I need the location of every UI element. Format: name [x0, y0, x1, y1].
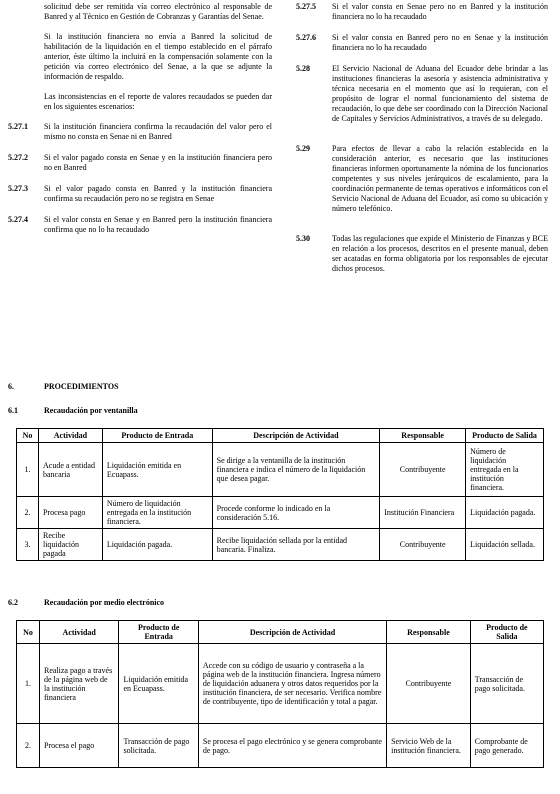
item-number: 5.27.4: [8, 215, 28, 224]
table-cell: Acude a entidad bancaria: [38, 443, 102, 497]
table-cell: Transacción de pago solicitada.: [470, 644, 543, 724]
list-item: [296, 33, 548, 53]
list-item: [296, 64, 548, 124]
table-cell: Transacción de pago solicitada.: [119, 724, 198, 768]
item-text: Para efectos de llevar a cabo la relación establecida en la consideración anterior, es necesario que las instituciones financieras informen oportunamente la nómina de los funcionarios competentes y sus niveles jerárquicos de escalamiento, para la coordinación permanente de temas operativos e informáticos con el Servicio Nacional de Aduana del Ecuador, así como su ubicación y número telefónico.: [332, 144, 548, 213]
section-heading: [8, 382, 119, 392]
list-item: [296, 144, 548, 214]
table-cell: Número de liquidación entregada en la institución financiera.: [466, 443, 544, 497]
item-number: 5.27.2: [8, 153, 28, 162]
table-header-row: [17, 621, 544, 644]
table-cell: 1.: [17, 644, 40, 724]
column-header: Descripción de Actividad: [212, 429, 380, 443]
table-cell: 1.: [17, 443, 39, 497]
table-cell: Servicio Web de la institución financiera.: [387, 724, 471, 768]
table-cell: 2.: [17, 497, 39, 529]
column-header: Responsable: [380, 429, 466, 443]
list-item: [8, 215, 272, 235]
item-number: 5.27.5: [296, 2, 316, 11]
right-column: [296, 2, 548, 285]
paragraph: Si la institución financiera no envía a Banred la solicitud de habilitación de la liquidación en el tiempo establecido en el párrafo anterior, éste último la incluirá en la compensación solamente con la petición vía correo electrónico del Senae, a la que se adjunte la información de respaldo.: [44, 32, 272, 81]
section-title: PROCEDIMIENTOS: [44, 382, 119, 391]
item-number: 5.27.3: [8, 184, 28, 193]
column-header: No: [17, 429, 39, 443]
table-cell: Liquidación sellada.: [466, 529, 544, 561]
item-text: Si el valor consta en Senae pero no en Banred y la institución financiera no lo ha recaudado: [332, 2, 548, 21]
list-item: [296, 2, 548, 22]
section-number: 6.2: [8, 598, 18, 607]
table-cell: Recibe liquidación sellada por la entidad bancaria. Finaliza.: [212, 529, 380, 561]
item-text: Si el valor consta en Banred pero no en Senae y la institución financiera no lo ha recaudado: [332, 33, 548, 52]
column-header: No: [17, 621, 40, 644]
item-text: Todas las regulaciones que expide el Ministerio de Finanzas y BCE en relación a los procesos, descritos en el presente manual, deben ser acatadas en forma obligatoria por los responsables de ejecutar dichos procesos.: [332, 234, 548, 273]
item-number: 5.29: [296, 144, 310, 153]
item-text: Si la institución financiera confirma la recaudación del valor pero el mismo no consta en Senae ni en Banred: [44, 122, 272, 141]
table-row: [17, 644, 544, 724]
table-row: [17, 497, 544, 529]
section-title: Recaudación por medio electrónico: [44, 598, 165, 607]
table-row: [17, 529, 544, 561]
left-column: [8, 2, 272, 246]
column-header: Producto de Entrada: [119, 621, 198, 644]
item-text: Si el valor consta en Senae y en Banred pero la institución financiera confirma que no lo ha recaudado: [44, 215, 272, 234]
procedure-table-electronico: [16, 620, 544, 768]
procedure-table-ventanilla: [16, 428, 544, 561]
table-row: [17, 724, 544, 768]
table-cell: Liquidación pagada.: [466, 497, 544, 529]
item-number: 5.30: [296, 234, 310, 243]
table-cell: Se dirige a la ventanilla de la institución financiera e indica el número de la liquidación que desea pagar.: [212, 443, 380, 497]
table-cell: 2.: [17, 724, 40, 768]
table-cell: 3.: [17, 529, 39, 561]
item-number: 5.27.1: [8, 122, 28, 131]
column-header: Actividad: [40, 621, 119, 644]
list-item: [8, 122, 272, 142]
item-text: Si el valor pagado consta en Senae y en la institución financiera pero no en Banred: [44, 153, 272, 172]
table-cell: Accede con su código de usuario y contraseña a la página web de la institución financiera. Ingresa número de liquidación aduanera y otros datos requeridos por la institución financiera, de ser necesario. Verifica nombre de contribuyente, tipo de identificación y total a pagar.: [198, 644, 386, 724]
table-cell: Contribuyente: [387, 644, 471, 724]
subsection-heading: [8, 598, 164, 608]
table-cell: Contribuyente: [380, 443, 466, 497]
table-cell: Procede conforme lo indicado en la consideración 5.16.: [212, 497, 380, 529]
list-item: [8, 153, 272, 173]
column-header: Actividad: [38, 429, 102, 443]
column-header: Producto de Salida: [470, 621, 543, 644]
table-cell: Se procesa el pago electrónico y se genera comprobante de pago.: [198, 724, 386, 768]
column-header: Producto de Salida: [466, 429, 544, 443]
item-text: El Servicio Nacional de Aduana del Ecuador debe brindar a las instituciones financieras la asesoría y asistencia administrativa y técnica necesaria en el momento que así lo requieran, con el propósito de lograr el normal funcionamiento del sistema de recaudación, lo que debe ser coordinado con la Dirección Nacional de Capitales y Servicios Administrativos, a través de su delegado.: [332, 64, 548, 123]
paragraph: solicitud debe ser remitida vía correo electrónico al responsable de Banred y al Técnico en Gestión de Cobranzas y Garantías del Senae.: [44, 2, 272, 21]
column-header: Responsable: [387, 621, 471, 644]
section-title: Recaudación por ventanilla: [44, 406, 138, 415]
table-cell: Número de liquidación entregada en la institución financiera.: [102, 497, 212, 529]
subsection-heading: [8, 406, 138, 416]
list-item: [296, 234, 548, 274]
section-number: 6.1: [8, 406, 18, 415]
paragraph: Las inconsistencias en el reporte de valores recaudados se pueden dar en los siguientes escenarios:: [44, 92, 272, 111]
table-cell: Procesa pago: [38, 497, 102, 529]
section-number: 6.: [8, 382, 14, 391]
column-header: Producto de Entrada: [102, 429, 212, 443]
table-cell: Institución Financiera: [380, 497, 466, 529]
item-text: Si el valor pagado consta en Banred y la institución financiera confirma su recaudación pero no se registra en Senae: [44, 184, 272, 203]
table-cell: Liquidación emitida en Ecuapass.: [119, 644, 198, 724]
item-number: 5.27.6: [296, 33, 316, 42]
column-header: Descripción de Actividad: [198, 621, 386, 644]
table-cell: Recibe liquidación pagada: [38, 529, 102, 561]
table-header-row: [17, 429, 544, 443]
table-cell: Realiza pago a través de la página web de la institución financiera: [40, 644, 119, 724]
table-cell: Liquidación emitida en Ecuapass.: [102, 443, 212, 497]
table-cell: Procesa el pago: [40, 724, 119, 768]
table-cell: Liquidación pagada.: [102, 529, 212, 561]
table-cell: Comprobante de pago generado.: [470, 724, 543, 768]
item-number: 5.28: [296, 64, 310, 73]
list-item: [8, 184, 272, 204]
table-row: [17, 443, 544, 497]
table-cell: Contribuyente: [380, 529, 466, 561]
